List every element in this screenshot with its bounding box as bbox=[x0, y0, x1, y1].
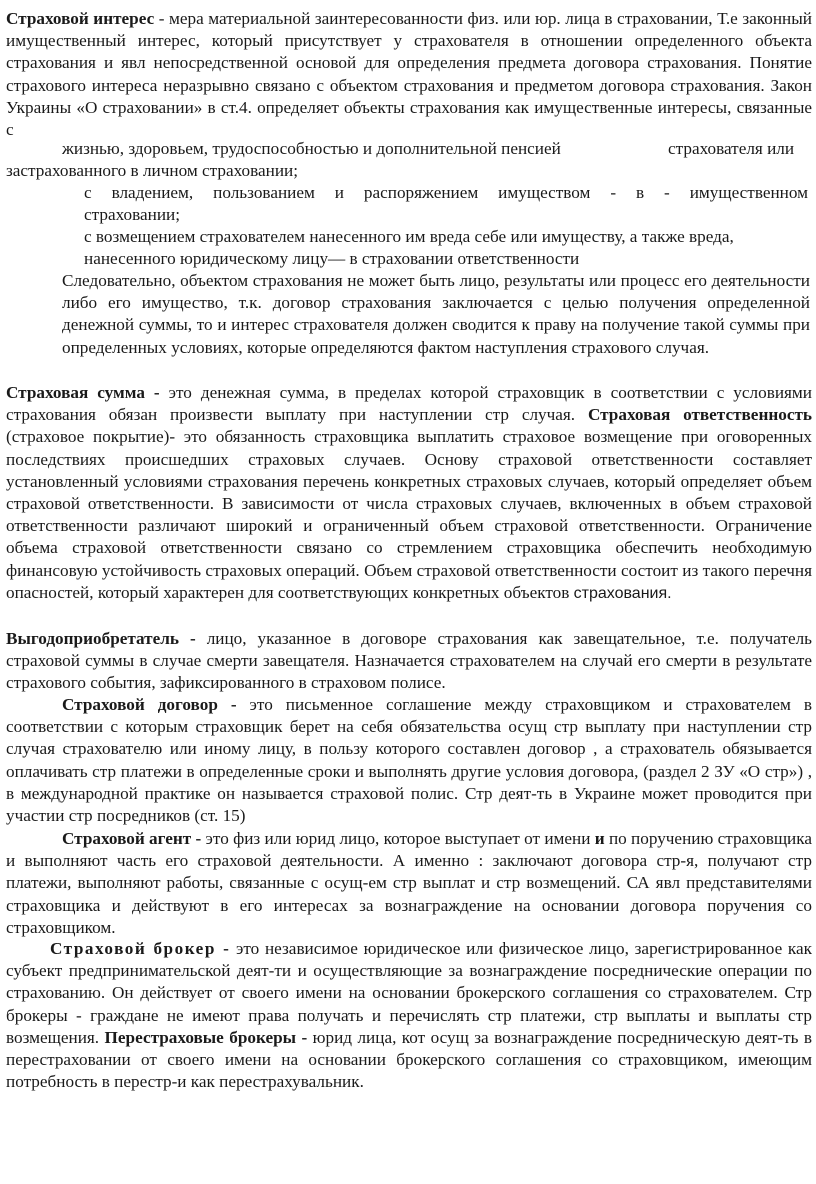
term-insurance-agent: Страховой агент - bbox=[62, 829, 202, 848]
list-item-liability bbox=[84, 226, 734, 248]
bold-and: и bbox=[594, 829, 605, 848]
definition-beneficiary: лицо, указанное в договоре страхования как завещательное, т.е. получатель страховой суммы в случае смерти завещателя. Назначается страхователем на случай его смерти в результате страхового события, зафиксированного в страховом полисе. bbox=[6, 629, 812, 693]
definition-insurance-agent: это физ или юрид лицо, которое выступает от имени bbox=[201, 829, 591, 848]
term-insured-sum: Страховая сумма - bbox=[6, 383, 160, 402]
definition-insurance-contract: это письменное соглашение между страховщиком и страхователем в соответствии с которым страховщик берет на себя обязательства осущ стр выплату при наступлении стр случая страхователю или иному лицу, в пользу которого составлен договор , а страхователь обязывается оплачивать стр платежи в определенные сроки и выполнять другие условия договора, (раздел 2 ЗУ «О стр») , в международной практике он называется страховой полис. Стр деят-ть в Украине может проводится при участии стр посредников (ст. 15) bbox=[6, 695, 812, 826]
list-item-life-text: жизнью, здоровьем, трудоспособностью и дополнительной пенсией bbox=[62, 139, 561, 158]
term-insurance-liability: Страховая ответственность bbox=[587, 405, 812, 425]
paragraph-insurance-contract bbox=[6, 694, 812, 827]
list-item-life-cont bbox=[668, 138, 794, 160]
term-insurance-interest: Страховой интерес bbox=[6, 9, 155, 28]
term-insurance-contract: Страховой договор - bbox=[62, 695, 237, 714]
paragraph-insured-sum bbox=[6, 382, 812, 605]
list-item-liability-text: с возмещением страхователем нанесенного им вреда себе или имуществу, а также вреда, bbox=[84, 227, 734, 246]
term-insurance-broker: Страховой брокер - bbox=[50, 939, 231, 958]
paragraph-consequently-text: Следовательно, объектом страхования не может быть лицо, результаты или процесс его деятельности либо его имущество, т.к. договор страхования заключается с целью получения определенной денежной суммы, то и интерес страхователя должен сводится к праву на получение такой суммы при определенных условиях, которые определяются фактом наступления страхового случая. bbox=[62, 271, 810, 357]
list-item-life-line2 bbox=[6, 160, 298, 182]
list-item-liability-line2 bbox=[84, 248, 579, 270]
paragraph-beneficiary bbox=[6, 628, 812, 695]
term-separator: - bbox=[154, 9, 170, 28]
term-reinsurance-brokers: Перестраховые брокеры - bbox=[104, 1027, 308, 1047]
definition-insurance-liability: (страховое покрытие)- это обязанность страховщика выплатить страховое возмещение при оговоренных последствиях происшедших страховых случаев. Основу страховой ответственности составляет установленный условиями страхования перечень конкретных страховых случаев, который определяет объем страховой ответственности. В зависимости от числа страховых случаев, включенных в объем страховой ответственности различают широкий и ограниченный объем страховой ответственности. Ограничение объема страховой ответственности связано со стремлением страховщика обеспечить необходимую финансовую устойчивость страховых операций. Объем страховой ответственности состоит из такого перечня опасностей, который характерен для соответствующих конкретных объектов bbox=[6, 427, 812, 602]
tail-insurance: страхования. bbox=[573, 584, 672, 602]
term-beneficiary: Выгодоприобретатель - bbox=[6, 629, 196, 648]
list-item-property bbox=[84, 182, 808, 204]
list-item-property-line2 bbox=[84, 204, 180, 226]
list-item-liability-text-b: нанесенного юридическому лицу— в страховании ответственности bbox=[84, 249, 580, 268]
paragraph-consequently bbox=[62, 270, 810, 359]
definition-reinsurance-brokers: юрид лица, кот осущ за вознаграждение посредническую деят-ть в перестраховании от своего имени на основании брокерского соглашения со страховщиком, имеющим потребность в перестр-и как перестрахувальник. bbox=[6, 1027, 813, 1092]
list-item-life-text-b: страхователя или bbox=[668, 139, 795, 158]
paragraph-insurance-broker bbox=[6, 938, 812, 1093]
definition-insurance-agent-2: по поручению страховщика и выполняют часть его страховой деятельности. А именно : заключают договора стр-я, получают стр платежи, выполняют работы, связанные с осущ-ем стр выплат и стр возмещений. СА явл представителями страховщика и действуют в его интересах за вознаграждение на основании договора поручения со страховщиком. bbox=[6, 829, 812, 937]
paragraph-insurance-agent bbox=[6, 828, 812, 939]
definition-insurance-broker: это независимое юридическое или физическое лицо, зарегистрированное как субъект предпринимательской деят-ти и осуществляющие за вознаграждение посреднические операции по страхованию. Он действует от своего имени на основании брокерского соглашения со страхователем. Стр брокеры - граждане не имеют права получать и перечислять стр платежи, стр выплаты и выплаты стр возмещения. bbox=[6, 939, 812, 1047]
definition-insurance-interest: мера материальной заинтересованности физ. или юр. лица в страховании, Т.е законный имущественный интерес, который присутствует у страхователя в отношении определенного объекта страхования и явл непосредственной основой для определения предмета договора страхования. Понятие страхового интереса неразрывно связано с объектом страхования и предметом договора страхования. Закон Украины «О страховании» в ст.4. определяет объекты страхования как имущественные интересы, связанные с bbox=[6, 9, 812, 140]
paragraph-insurance-interest bbox=[6, 8, 812, 141]
list-item-property-text-b: страховании; bbox=[84, 205, 180, 224]
list-item-property-text: с владением, пользованием и распоряжением имуществом - в - имущественном bbox=[84, 183, 808, 202]
list-item-life bbox=[62, 138, 561, 160]
list-item-life-text-c: застрахованного в личном страховании; bbox=[6, 161, 299, 180]
definition-insured-sum: это денежная сумма, в пределах которой страховщик в соответствии с условиями страхования обязан произвести выплату при наступлении стр случая. bbox=[6, 383, 812, 425]
